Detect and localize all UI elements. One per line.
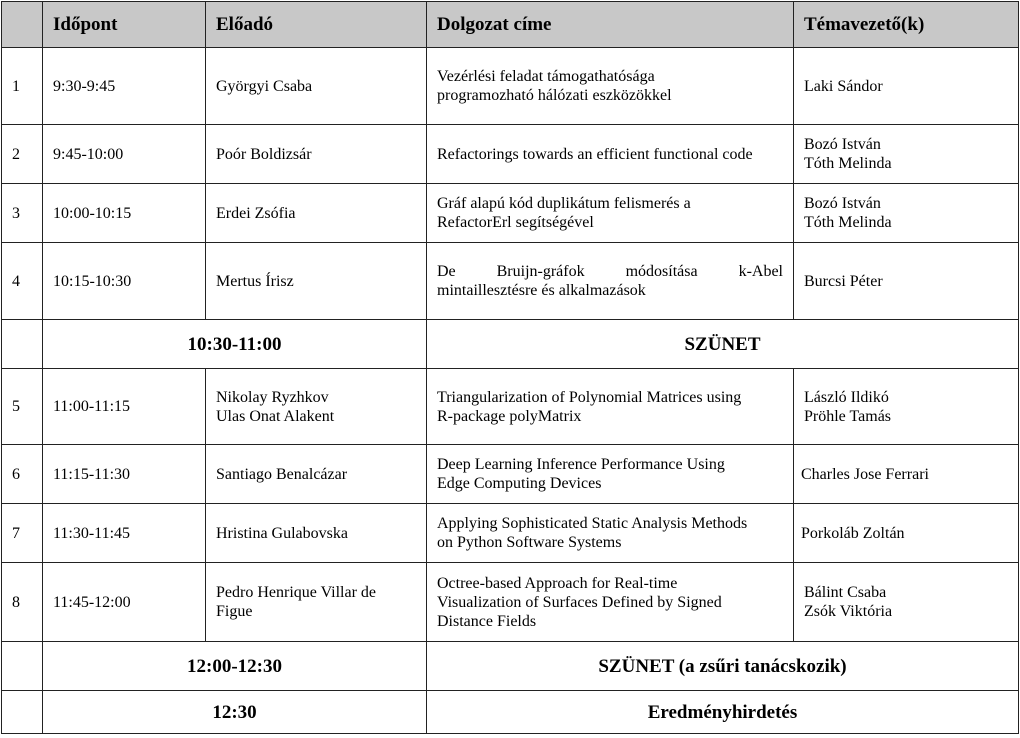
row-speaker: Pedro Henrique Villar de Figue (206, 563, 427, 642)
row-supervisor: Charles Jose Ferrari (794, 445, 1019, 504)
table-row (2, 48, 1019, 125)
header-row (2, 2, 1019, 48)
row-time: 11:00-11:15 (43, 369, 206, 445)
header-time: Időpont (43, 2, 206, 48)
row-speaker: Györgyi Csaba (206, 48, 427, 125)
break-empty-cell (2, 642, 43, 691)
row-title: De Bruijn-gráfok módosítása k-Abel mintaillesztésre és alkalmazások (427, 243, 794, 320)
header-speaker: Előadó (206, 2, 427, 48)
row-number: 7 (2, 504, 43, 563)
header-title: Dolgozat címe (427, 2, 794, 48)
table-row (2, 369, 1019, 445)
row-number: 3 (2, 184, 43, 243)
break-label: SZÜNET (a zsűri tanácskozik) (427, 642, 1019, 691)
row-speaker: Hristina Gulabovska (206, 504, 427, 563)
table-row (2, 184, 1019, 243)
schedule-table (1, 1, 1019, 734)
row-speaker: Erdei Zsófia (206, 184, 427, 243)
row-title: Vezérlési feladat támogathatósága programozható hálózati eszközökkel (427, 48, 794, 125)
row-number: 5 (2, 369, 43, 445)
results-row (2, 691, 1019, 734)
row-title: Triangularization of Polynomial Matrices using R-package polyMatrix (427, 369, 794, 445)
row-number: 8 (2, 563, 43, 642)
row-title: Applying Sophisticated Static Analysis Methods on Python Software Systems (427, 504, 794, 563)
row-speaker: Nikolay Ryzhkov Ulas Onat Alakent (206, 369, 427, 445)
table-row (2, 125, 1019, 184)
results-empty-cell (2, 691, 43, 734)
row-supervisor: Laki Sándor (794, 48, 1019, 125)
row-time: 11:15-11:30 (43, 445, 206, 504)
row-supervisor: Burcsi Péter (794, 243, 1019, 320)
row-time: 9:45-10:00 (43, 125, 206, 184)
table-row (2, 563, 1019, 642)
row-supervisor: Porkoláb Zoltán (794, 504, 1019, 563)
break-label: SZÜNET (427, 320, 1019, 369)
break-time: 12:00-12:30 (43, 642, 427, 691)
row-number: 4 (2, 243, 43, 320)
row-time: 11:30-11:45 (43, 504, 206, 563)
break-row (2, 320, 1019, 369)
row-title: Gráf alapú kód duplikátum felismerés a RefactorErl segítségével (427, 184, 794, 243)
row-speaker: Mertus Írisz (206, 243, 427, 320)
row-supervisor: Bozó István Tóth Melinda (794, 125, 1019, 184)
results-time: 12:30 (43, 691, 427, 734)
row-time: 11:45-12:00 (43, 563, 206, 642)
row-supervisor: László Ildikó Pröhle Tamás (794, 369, 1019, 445)
row-time: 10:15-10:30 (43, 243, 206, 320)
header-supervisor: Témavezető(k) (794, 2, 1019, 48)
row-number: 1 (2, 48, 43, 125)
break-time: 10:30-11:00 (43, 320, 427, 369)
row-time: 9:30-9:45 (43, 48, 206, 125)
row-title: Octree-based Approach for Real-time Visualization of Surfaces Defined by Signed Distance Fields (427, 563, 794, 642)
table-row (2, 445, 1019, 504)
break-empty-cell (2, 320, 43, 369)
row-title: Refactorings towards an efficient functional code (427, 125, 794, 184)
results-label: Eredményhirdetés (427, 691, 1019, 734)
row-number: 6 (2, 445, 43, 504)
row-supervisor: Bozó István Tóth Melinda (794, 184, 1019, 243)
row-speaker: Poór Boldizsár (206, 125, 427, 184)
table-row (2, 243, 1019, 320)
row-title: Deep Learning Inference Performance Using Edge Computing Devices (427, 445, 794, 504)
row-number: 2 (2, 125, 43, 184)
header-number (2, 2, 43, 48)
row-supervisor: Bálint Csaba Zsók Viktória (794, 563, 1019, 642)
row-speaker: Santiago Benalcázar (206, 445, 427, 504)
break-row (2, 642, 1019, 691)
row-time: 10:00-10:15 (43, 184, 206, 243)
table-row (2, 504, 1019, 563)
